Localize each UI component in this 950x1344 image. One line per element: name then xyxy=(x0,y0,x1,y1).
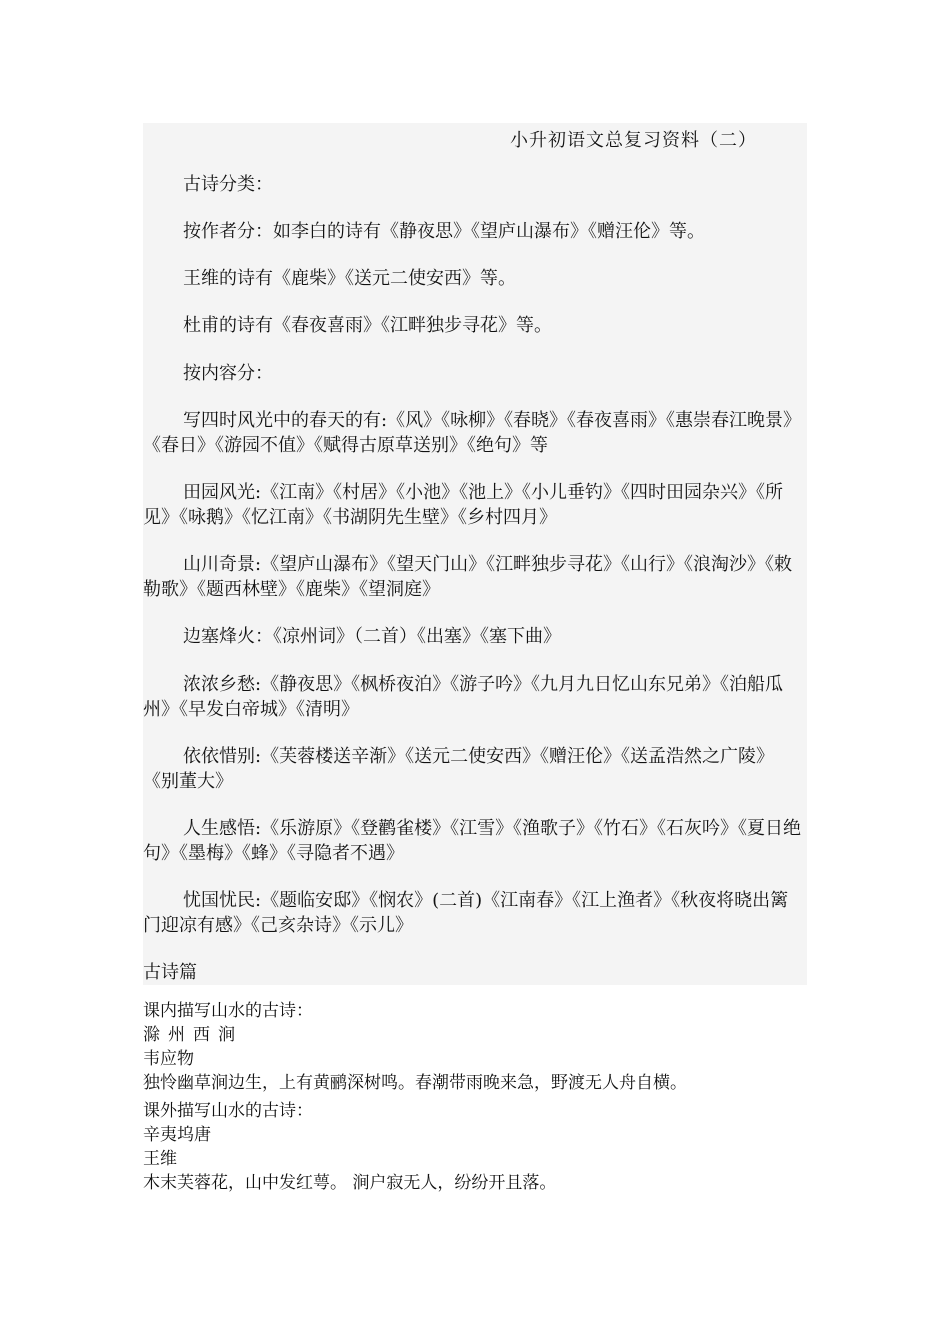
section-heading: 古诗篇 xyxy=(143,962,197,983)
paragraph-life: 人生感悟:《乐游原》《登鹳雀楼》《江雪》《渔歌子》《竹石》《石灰吟》《夏日绝 句》《墨梅》《蜂》《寻隐者不遇》 xyxy=(143,818,802,864)
paragraph-wangwei: 王维的诗有《鹿柴》《送元二使安西》等。 xyxy=(183,268,516,289)
text-extra-heading: 课外描写山水的古诗： xyxy=(143,1101,313,1121)
text-in-class-heading: 课内描写山水的古诗： xyxy=(143,1001,313,1021)
poem-text-chuzhou: 独怜幽草涧边生，上有黄鹂深树鸣。春潮带雨晚来急，野渡无人舟自横。 xyxy=(143,1073,687,1093)
paragraph-pastoral: 田园风光:《江南》《村居》《小池》《池上》《小儿垂钓》《四时田园杂兴》《所 见》《咏鹅》《忆江南》《书湖阴先生壁》《乡村四月》 xyxy=(143,482,784,528)
paragraph-patriotic: 忧国忧民:《题临安邸》《悯农》(二首)《江南春》《江上渔者》《秋夜将晓出篱 门迎凉有感》《己亥杂诗》《示儿》 xyxy=(143,890,789,936)
paragraph-category: 古诗分类： xyxy=(183,174,273,195)
doc-title: 小升初语文总复习资料（二） xyxy=(510,130,757,151)
poem-title-chuzhou: 滁州西涧 xyxy=(143,1025,243,1045)
paragraph-homesick: 浓浓乡愁:《静夜思》《枫桥夜泊》《游子吟》《九月九日忆山东兄弟》《泊船瓜 州》《早发白帝城》《清明》 xyxy=(143,674,784,720)
poem-text-xinyiwu: 木末芙蓉花，山中发红萼。 涧户寂无人，纷纷开且落。 xyxy=(143,1173,557,1193)
paragraph-frontier: 边塞烽火：《凉州词》（二首）《出塞》《塞下曲》 xyxy=(183,626,561,647)
paragraph-by-author: 按作者分：如李白的诗有《静夜思》《望庐山瀑布》《赠汪伦》等。 xyxy=(183,221,705,242)
paragraph-dufu: 杜甫的诗有《春夜喜雨》《江畔独步寻花》等。 xyxy=(183,315,552,336)
paragraph-landscape: 山川奇景:《望庐山瀑布》《望天门山》《江畔独步寻花》《山行》《浪淘沙》《敕 勒歌》《题西林壁》《鹿柴》《望洞庭》 xyxy=(143,554,793,600)
paragraph-spring: 写四时风光中的春天的有:《风》《咏柳》《春晓》《春夜喜雨》《惠崇春江晚景》 《春日》《游园不值》《赋得古原草送别》《绝句》等 xyxy=(143,410,802,456)
paragraph-farewell: 依依惜别:《芙蓉楼送辛渐》《送元二使安西》《赠汪伦》《送孟浩然之广陵》 《别董大》 xyxy=(143,746,775,792)
poem-author-wangwei: 王维 xyxy=(143,1149,177,1169)
poem-author-weiyingwu: 韦应物 xyxy=(143,1049,194,1069)
paragraph-by-content: 按内容分： xyxy=(183,363,273,384)
poem-title-xinyiwu: 辛夷坞唐 xyxy=(143,1125,211,1145)
